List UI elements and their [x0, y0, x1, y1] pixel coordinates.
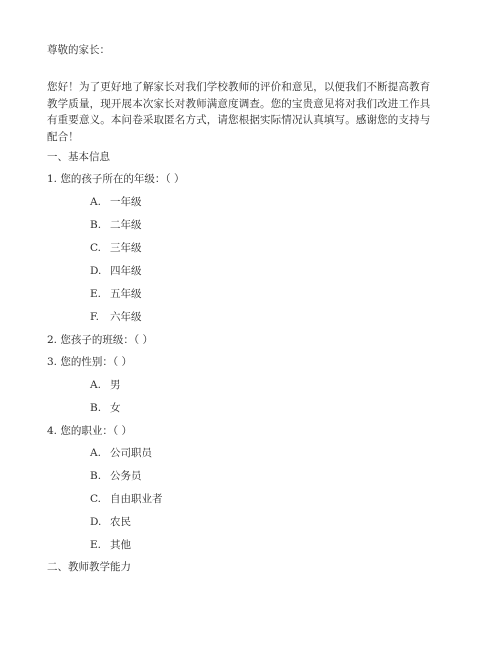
intro-paragraph: 您好！为了更好地了解家长对我们学校教师的评价和意见，以便我们不断提高教育教学质量，现开展本次家长对教师满意度调查。您的宝贵意见将对我们改进工作具有重要意义。本问卷采取匿名方式，请您根据实际情况认真填写。感谢您的支持与配合！ [47, 81, 431, 143]
question-3: 3. 您的性别：（ ） [47, 356, 132, 368]
option-item: E. 其他 [90, 539, 131, 551]
option-item: F. 六年级 [90, 311, 142, 323]
option-item: D. 农民 [90, 516, 131, 528]
option-item: A. 一年级 [90, 196, 142, 208]
option-item: A. 公司职员 [90, 447, 152, 459]
option-item: B. 二年级 [90, 219, 142, 231]
option-item: B. 公务员 [90, 470, 142, 482]
question-1: 1. 您的孩子所在的年级：（ ） [47, 173, 185, 185]
greeting: 尊敬的家长： [47, 44, 110, 56]
option-item: A. 男 [90, 379, 121, 391]
section-heading-basic-info: 一、基本信息 [47, 151, 110, 163]
question-2: 2. 您孩子的班级：（ ） [47, 334, 153, 346]
option-item: C. 自由职业者 [90, 493, 163, 505]
option-item: E. 五年级 [90, 288, 142, 300]
question-4: 4. 您的职业：（ ） [47, 425, 132, 437]
option-item: B. 女 [90, 402, 121, 414]
option-item: C. 三年级 [90, 242, 142, 254]
option-item: D. 四年级 [90, 265, 142, 277]
section-heading-teaching-ability: 二、教师教学能力 [47, 561, 131, 573]
